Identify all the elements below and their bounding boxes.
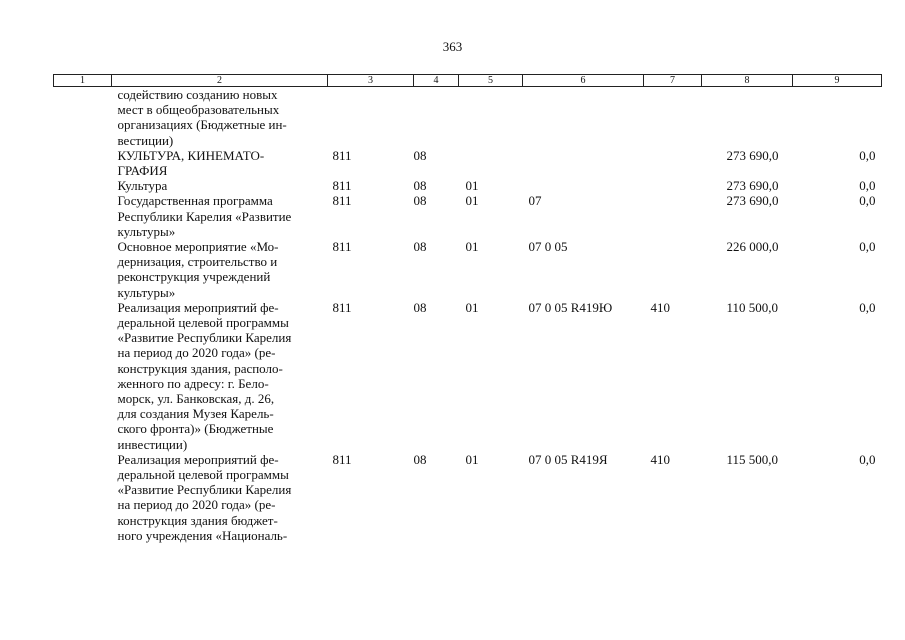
cell-name-line: деральной целевой программы: [117, 315, 289, 331]
cell-name: [112, 452, 328, 543]
cell-ministry-code: 811: [332, 147, 352, 163]
cell-name: [112, 178, 328, 193]
cell-target-article: 07 0 05: [528, 239, 568, 255]
cell-number: [54, 148, 112, 178]
cell-subsection-code: 01: [465, 299, 479, 315]
cell-name: [112, 193, 328, 239]
cell-name-line: для создания Музея Карель-: [117, 406, 274, 422]
cell-subsection-code: 01: [465, 193, 479, 209]
cell-target-article: [523, 87, 644, 148]
cell-name-line: ного учреждения «Националь-: [117, 527, 288, 543]
cell-amount-2: 0,0: [859, 178, 876, 194]
cell-name-line: реконструкция учреждений: [117, 269, 271, 285]
cell-name-line: ского фронта)» (Бюджетные: [117, 421, 274, 437]
cell-amount-2: 0,0: [859, 299, 876, 315]
cell-section-code: 08: [413, 193, 427, 209]
cell-amount-2: 0,0: [859, 193, 876, 209]
table-row: [54, 87, 882, 148]
cell-name-line: мест в общеобразовательных: [117, 102, 280, 118]
cell-number: [54, 239, 112, 300]
cell-target-article: 07 0 05 R419Ю: [528, 299, 613, 315]
cell-name-line: на период до 2020 года» (ре-: [117, 497, 276, 513]
cell-name-line: конструкция здания, располо-: [117, 360, 283, 376]
cell-section-code: 08: [413, 451, 427, 467]
cell-name-line: на период до 2020 года» (ре-: [117, 345, 276, 361]
cell-expense-type: [644, 87, 702, 148]
cell-name-line: «Развитие Республики Карелия: [117, 330, 292, 346]
table-body: [54, 87, 882, 544]
cell-amount: 273 690,0: [726, 178, 779, 194]
cell-name-line: организациях (Бюджетные ин-: [117, 117, 287, 133]
cell-number: [54, 193, 112, 239]
cell-expense-type: 410: [650, 451, 670, 467]
cell-ministry-code: 811: [332, 178, 352, 194]
cell-number: [54, 178, 112, 193]
cell-amount: 115 500,0: [726, 451, 779, 467]
cell-subsection-code: 01: [465, 239, 479, 255]
cell-expense-type: [644, 239, 702, 300]
cell-amount: 226 000,0: [726, 239, 779, 255]
cell-section-code: 08: [413, 299, 427, 315]
cell-subsection-code: [459, 87, 523, 148]
table-row: [54, 178, 882, 193]
table-row: [54, 239, 882, 300]
table-row: [54, 193, 882, 239]
cell-target-article: 07: [528, 193, 542, 209]
cell-section-code: 08: [413, 178, 427, 194]
cell-name-line: морск, ул. Банковская, д. 26,: [117, 391, 275, 407]
cell-name-line: Республики Карелия «Развитие: [117, 208, 292, 224]
cell-section-code: 08: [413, 239, 427, 255]
cell-name-line: инвестиции): [117, 436, 188, 452]
cell-name-line: Государственная программа: [117, 193, 273, 209]
cell-name-line: Культура: [117, 178, 168, 194]
cell-name-line: вестиции): [117, 132, 174, 148]
cell-ministry-code: 811: [332, 299, 352, 315]
cell-expense-type: [644, 178, 702, 193]
column-header-1: 1: [54, 75, 112, 87]
cell-amount: 110 500,0: [726, 299, 779, 315]
column-header-7: 7: [644, 75, 702, 87]
cell-number: [54, 452, 112, 543]
cell-name-line: КУЛЬТУРА, КИНЕМАТО-: [117, 147, 265, 163]
column-header-4: 4: [414, 75, 459, 87]
cell-ministry-code: 811: [332, 239, 352, 255]
cell-target-article: 07 0 05 R419Я: [528, 451, 608, 467]
budget-table: [53, 74, 882, 543]
column-header-8: 8: [702, 75, 793, 87]
cell-ministry-code: [328, 87, 414, 148]
cell-amount: 273 690,0: [726, 193, 779, 209]
cell-name-line: содействию созданию новых: [117, 87, 278, 102]
table-row: [54, 300, 882, 452]
cell-name-line: ГРАФИЯ: [117, 163, 168, 179]
page-number: 363: [442, 39, 463, 54]
cell-section-code: [414, 87, 459, 148]
cell-amount-2: 0,0: [859, 451, 876, 467]
cell-target-article: [523, 148, 644, 178]
cell-amount-2: 0,0: [859, 147, 876, 163]
cell-name-line: культуры»: [117, 284, 176, 300]
cell-name-line: «Развитие Республики Карелия: [117, 482, 292, 498]
cell-number: [54, 87, 112, 148]
cell-expense-type: [644, 193, 702, 239]
cell-amount: [702, 87, 793, 148]
cell-name: [112, 300, 328, 452]
column-header-5: 5: [459, 75, 523, 87]
cell-expense-type: 410: [650, 299, 670, 315]
cell-name-line: деральной целевой программы: [117, 467, 289, 483]
cell-expense-type: [644, 148, 702, 178]
cell-subsection-code: 01: [465, 178, 479, 194]
cell-subsection-code: [459, 148, 523, 178]
cell-section-code: 08: [413, 147, 427, 163]
cell-amount-2: 0,0: [859, 239, 876, 255]
column-header-2: 2: [112, 75, 328, 87]
cell-name-line: дернизация, строительство и: [117, 254, 278, 270]
cell-name: [112, 87, 328, 148]
column-header-9: 9: [793, 75, 882, 87]
cell-name: [112, 148, 328, 178]
table-row: [54, 148, 882, 178]
cell-target-article: [523, 178, 644, 193]
cell-subsection-code: 01: [465, 451, 479, 467]
column-header-3: 3: [328, 75, 414, 87]
cell-name-line: Реализация мероприятий фе-: [117, 451, 279, 467]
cell-amount: 273 690,0: [726, 147, 779, 163]
table-header-row: [54, 75, 882, 87]
cell-name-line: культуры»: [117, 223, 176, 239]
cell-name-line: конструкция здания бюджет-: [117, 512, 278, 528]
cell-ministry-code: 811: [332, 451, 352, 467]
cell-amount-2: [793, 87, 882, 148]
cell-name-line: женного по адресу: г. Бело-: [117, 375, 269, 391]
cell-name-line: Основное мероприятие «Мо-: [117, 239, 279, 255]
cell-name-line: Реализация мероприятий фе-: [117, 299, 279, 315]
cell-name: [112, 239, 328, 300]
table-row: [54, 452, 882, 543]
cell-number: [54, 300, 112, 452]
cell-ministry-code: 811: [332, 193, 352, 209]
column-header-6: 6: [523, 75, 644, 87]
